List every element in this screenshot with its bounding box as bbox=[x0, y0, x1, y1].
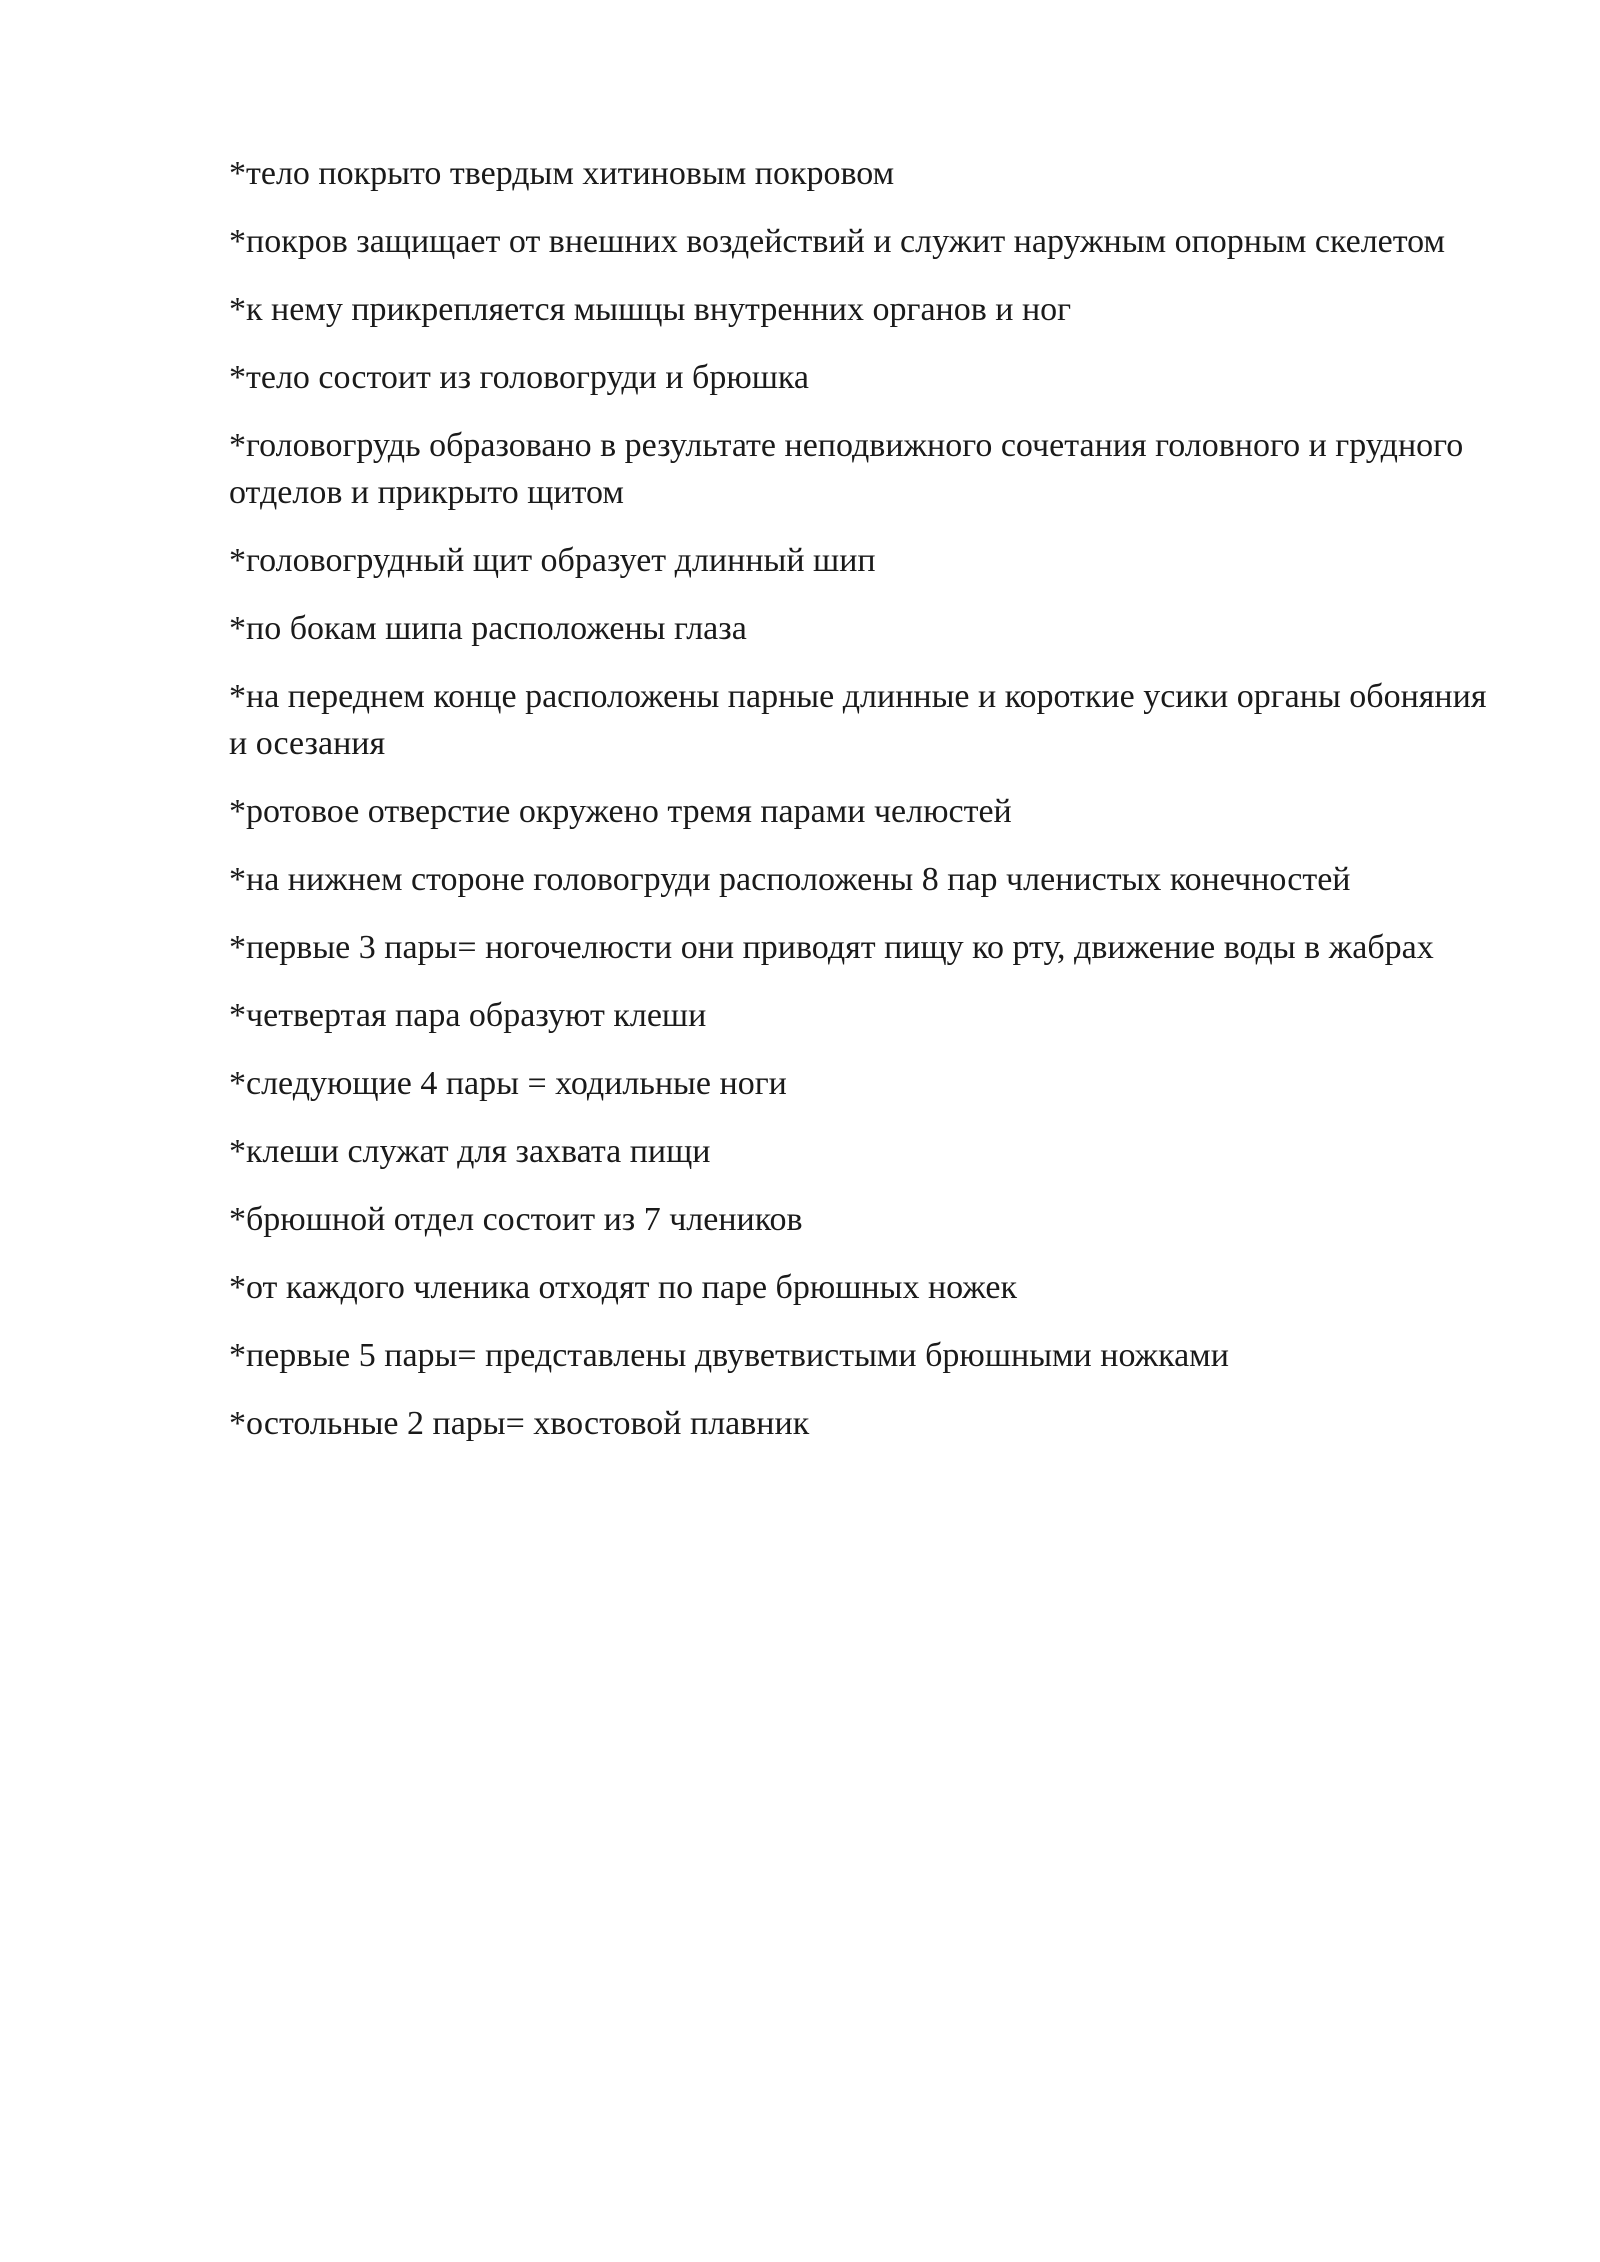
paragraph: *тело состоит из головогруди и брюшка bbox=[229, 359, 809, 396]
document-body bbox=[229, 150, 1499, 1468]
paragraph: *покров защищает от внешних воздействий и служит наружным опорным скелетом bbox=[229, 223, 1446, 260]
paragraph: *первые 5 пары= представлены двуветвистыми брюшными ножками bbox=[229, 1337, 1229, 1374]
paragraph: *головогрудный щит образует длинный шип bbox=[229, 542, 876, 579]
paragraph: *по бокам шипа расположены глаза bbox=[229, 610, 747, 647]
paragraph: *четвертая пара образуют клеши bbox=[229, 997, 707, 1034]
paragraph: *клеши служат для захвата пищи bbox=[229, 1133, 711, 1170]
paragraph: *на нижнем стороне головогруди расположены 8 пар членистых конечностей bbox=[229, 861, 1351, 898]
paragraph: *тело покрыто твердым хитиновым покровом bbox=[229, 155, 895, 192]
paragraph: *от каждого членика отходят по паре брюшных ножек bbox=[229, 1269, 1017, 1306]
paragraph: *следующие 4 пары = ходильные ноги bbox=[229, 1065, 787, 1102]
paragraph: *головогрудь образовано в результате неподвижного сочетания головного и грудного отделов и прикрыто щитом bbox=[229, 427, 1464, 511]
paragraph: *брюшной отдел состоит из 7 члеников bbox=[229, 1201, 803, 1238]
paragraph: *на переднем конце расположены парные длинные и короткие усики органы обоняния и осезания bbox=[229, 678, 1487, 762]
paragraph: *остольные 2 пары= хвостовой плавник bbox=[229, 1405, 810, 1442]
paragraph: *первые 3 пары= ногочелюсти они приводят пищу ко рту, движение воды в жабрах bbox=[229, 929, 1434, 966]
paragraph: *ротовое отверстие окружено тремя парами челюстей bbox=[229, 793, 1012, 830]
paragraph: *к нему прикрепляется мышцы внутренних органов и ног bbox=[229, 291, 1072, 328]
